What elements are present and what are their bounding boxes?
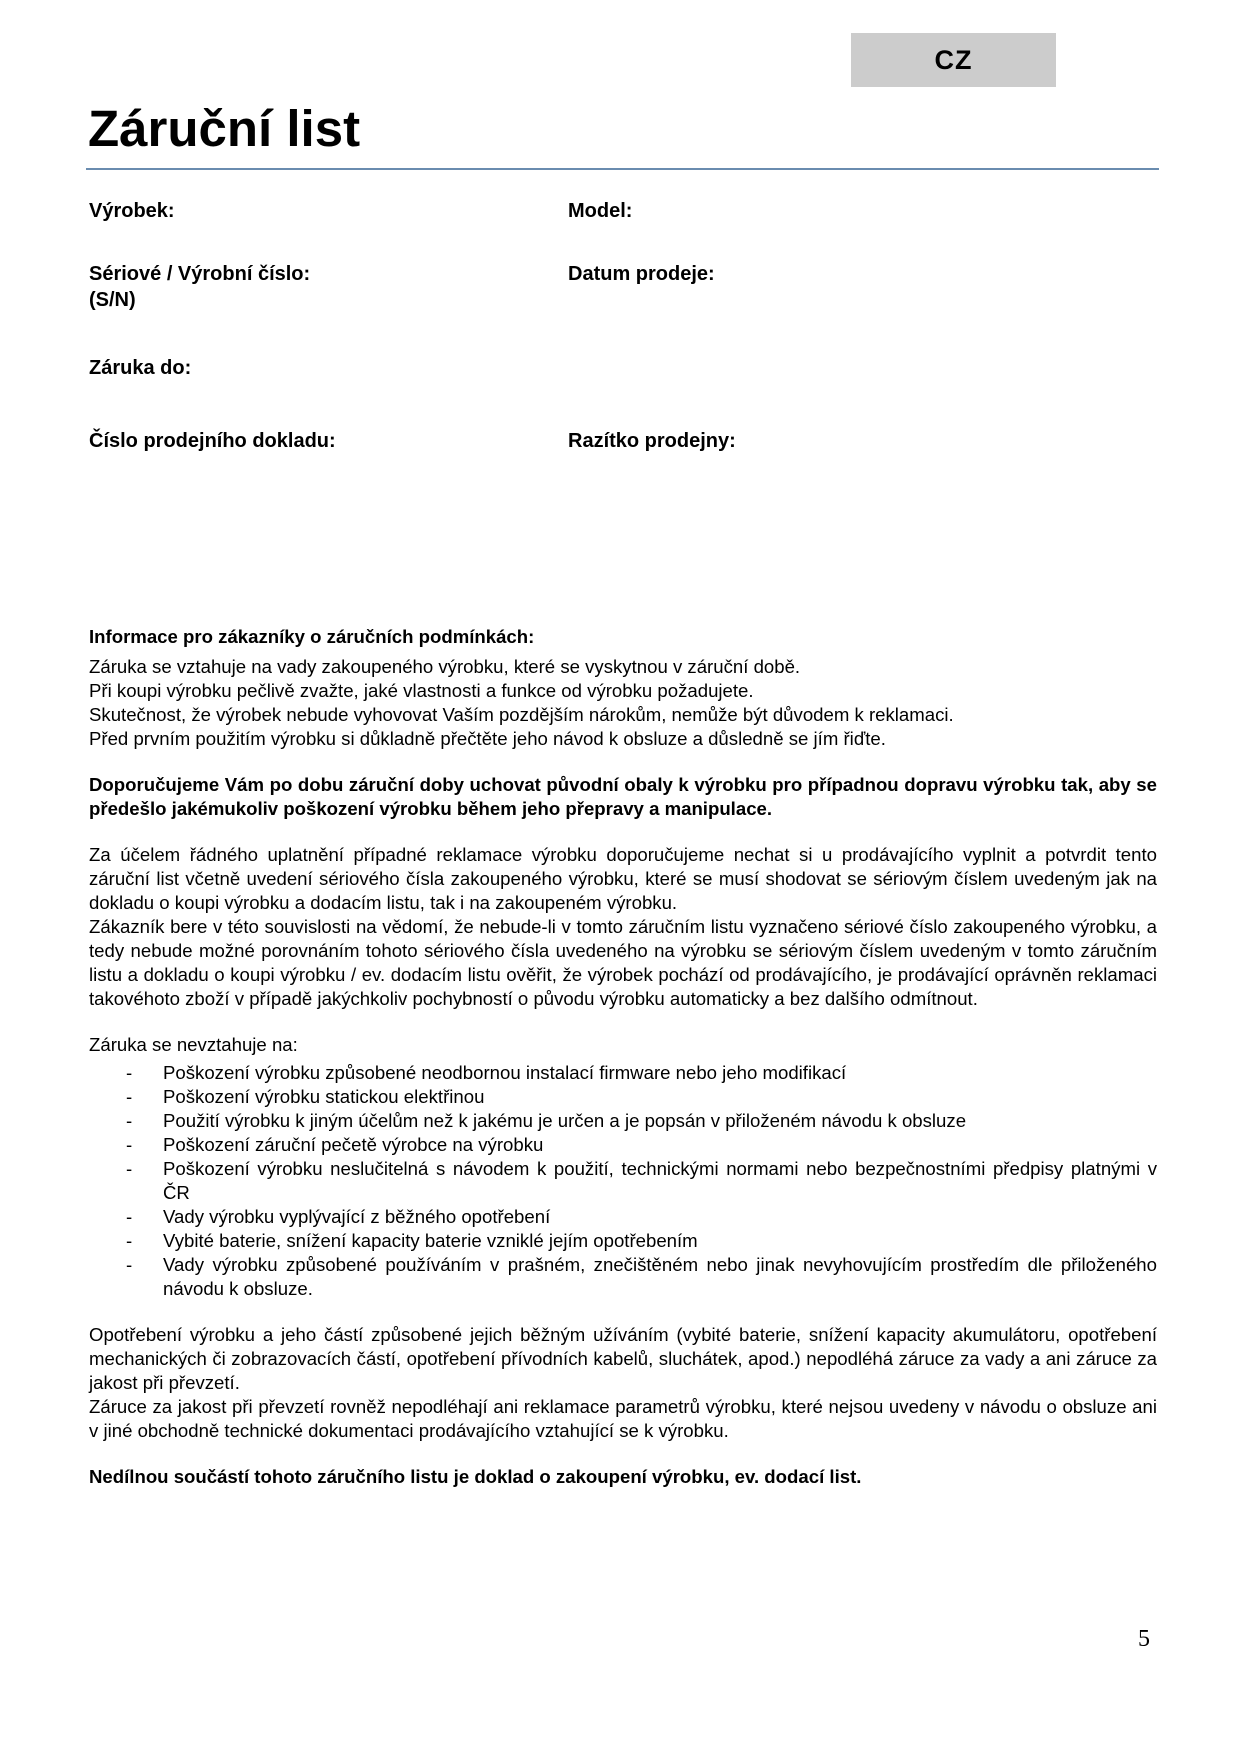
info-line: Při koupi výrobku pečlivě zvažte, jaké vlastnosti a funkce od výrobku požadujete.: [89, 680, 754, 701]
page-title: Záruční list: [88, 100, 361, 157]
receipt-number-field-label: Číslo prodejního dokladu:: [89, 430, 336, 452]
product-field-label: Výrobek:: [89, 200, 175, 222]
dash-bullet-icon: -: [126, 1134, 133, 1155]
language-badge: [851, 33, 1056, 87]
wear-paragraph: Záruce za jakost při převzetí rovněž nepodléhají ani reklamace parametrů výrobku, které nejsou uvedeny v návodu o obsluze ani v jiné obchodně technické dokumentaci prodávajícího vztahující se k výrobku.: [89, 1396, 1157, 1441]
dash-bullet-icon: -: [126, 1110, 133, 1131]
serial-number-label-line2: (S/N): [89, 289, 136, 311]
info-line: Před prvním použitím výrobku si důkladně přečtěte jeho návod k obsluze a důsledně se jím řiďte.: [89, 728, 886, 749]
exclusions-intro: Záruka se nevztahuje na:: [89, 1034, 298, 1055]
model-field-label: Model:: [568, 200, 633, 222]
exclusion-item: - Poškození výrobku způsobené neodbornou instalací firmware nebo jeho modifikací: [126, 1062, 847, 1083]
serial-number-label-line1: Sériové / Výrobní číslo:: [89, 263, 311, 285]
claim-paragraph: Zákazník bere v této souvislosti na vědomí, že nebude-li v tomto záručním listu vyznačeno sériové číslo zakoupeného výrobku, a tedy nebude možné porovnáním tohoto sériového čísla uvedeného na výrobku se sériovým číslem uvedeným v tomto záručním listu a dokladu o koupi výrobku / ev. dodacím listu ověřit, že výrobek pochází od prodávajícího, je prodávající oprávněn reklamaci takovéhoto zboží v případě jakýchkoliv pochybností o původu výrobku automaticky a bez dalšího odmítnout.: [89, 916, 1157, 1009]
exclusion-item: - Použití výrobku k jiným účelům než k jakému je určen a je popsán v přiloženém návodu k obsluze: [126, 1110, 967, 1131]
wear-paragraph: Opotřebení výrobku a jeho částí způsobené jejich běžným užíváním (vybité baterie, snížení kapacity akumulátoru, opotřebení mechanických či zobrazovacích částí, opotřebení přívodních kabelů, sluchátek, apod.) nepodléhá záruce za vady a ani záruce za jakost při převzetí.: [89, 1324, 1157, 1393]
claim-paragraph: Za účelem řádného uplatnění případné reklamace výrobku doporučujeme nechat si u prodávajícího vyplnit a potvrdit tento záruční list včetně uvedení sériového čísla zakoupeného výrobku, které se musí shodovat se sériovým číslem uvedeným jak na dokladu o koupi výrobku a dodacím listu, tak i na zakoupeném výrobku.: [89, 844, 1157, 913]
dash-bullet-icon: -: [126, 1086, 133, 1107]
dash-bullet-icon: -: [126, 1062, 133, 1083]
exclusion-item: - Poškození výrobku neslučitelná s návodem k použití, technickými normami nebo bezpečnostními předpisy platnými v ČR: [126, 1158, 1157, 1203]
packaging-recommendation: Doporučujeme Vám po dobu záruční doby uchovat původní obaly k výrobku pro případnou dopravu výrobku tak, aby se předešlo jakémukoliv poškození výrobku během jeho přepravy a manipulace.: [89, 774, 1157, 819]
warranty-until-field-label: Záruka do:: [89, 357, 192, 379]
dash-bullet-icon: -: [126, 1230, 133, 1251]
exclusion-item: - Poškození záruční pečetě výrobce na výrobku: [126, 1134, 544, 1155]
exclusion-item: - Poškození výrobku statickou elektřinou: [126, 1086, 485, 1107]
store-stamp-field-label: Razítko prodejny:: [568, 430, 736, 452]
info-line: Skutečnost, že výrobek nebude vyhovovat Vaším pozdějším nárokům, nemůže být důvodem k reklamaci.: [89, 704, 954, 725]
conditions-heading: Informace pro zákazníky o záručních podmínkách:: [89, 626, 535, 647]
warranty-conditions: [89, 625, 1157, 1489]
exclusion-item: - Vybité baterie, snížení kapacity baterie vzniklé jejím opotřebením: [126, 1230, 698, 1251]
serial-number-field-label: [89, 261, 310, 313]
dash-bullet-icon: -: [126, 1206, 133, 1227]
sale-date-field-label: Datum prodeje:: [568, 263, 715, 285]
dash-bullet-icon: -: [126, 1158, 133, 1179]
exclusion-item: - Vady výrobku způsobené používáním v prašném, znečištěném nebo jinak nevyhovujícím prostředím dle přiloženého návodu k obsluze.: [126, 1254, 1157, 1299]
exclusions-list: [89, 1061, 1157, 1301]
language-code: CZ: [934, 44, 973, 75]
page-number: 5: [1138, 1626, 1150, 1652]
info-line: Záruka se vztahuje na vady zakoupeného výrobku, které se vyskytnou v záruční době.: [89, 656, 801, 677]
exclusion-item: - Vady výrobku vyplývající z běžného opotřebení: [126, 1206, 551, 1227]
dash-bullet-icon: -: [126, 1254, 133, 1275]
title-divider: [86, 168, 1159, 170]
closing-statement: Nedílnou součástí tohoto záručního listu je doklad o zakoupení výrobku, ev. dodací list.: [89, 1466, 862, 1487]
